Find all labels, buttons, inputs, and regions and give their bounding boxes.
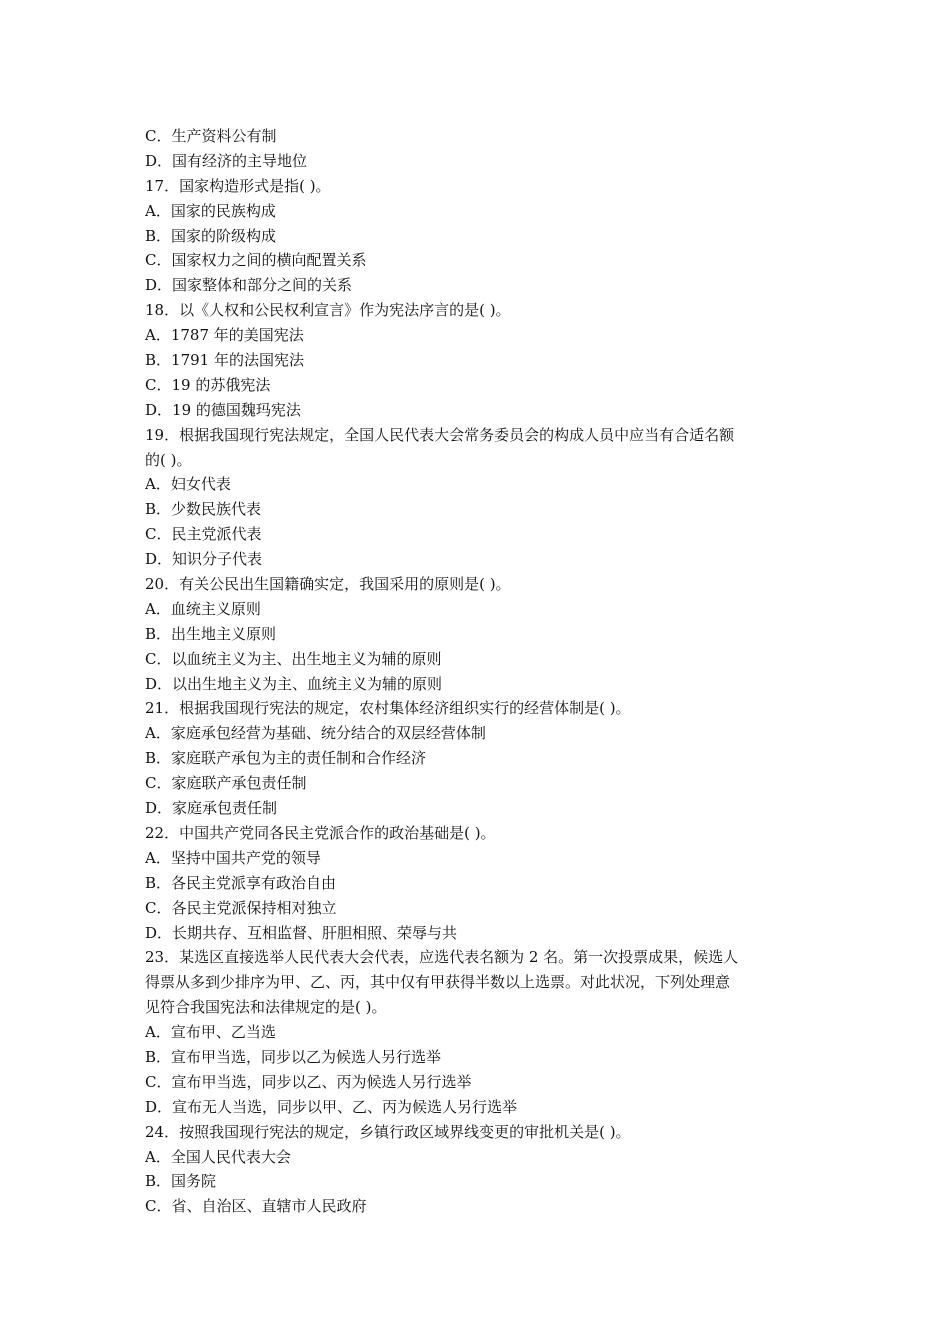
text-line: D．以出生地主义为主、血统主义为辅的原则 — [145, 674, 443, 693]
text-line: 23．某选区直接选举人民代表大会代表，应选代表名额为 2 名。第一次投票成果，候选人 — [145, 948, 739, 967]
text-line: D．宣布无人当选，同步以甲、乙、丙为候选人另行选举 — [145, 1097, 518, 1116]
text-line: A．1787 年的美国宪法 — [145, 326, 304, 345]
text-line: B．国务院 — [145, 1172, 217, 1191]
text-line: C．省、自治区、直辖市人民政府 — [145, 1197, 367, 1216]
text-line: 19．根据我国现行宪法规定，全国人民代表大会常务委员会的构成人员中应当有合适名额 — [145, 425, 735, 444]
text-line: 20．有关公民出生国籍确实定，我国采用的原则是( )。 — [145, 575, 511, 594]
text-line: B．少数民族代表 — [145, 500, 262, 519]
text-line: D．19 的德国魏玛宪法 — [145, 400, 301, 419]
text-line: C．以血统主义为主、出生地主义为辅的原则 — [145, 649, 442, 668]
text-line: C．各民主党派保持相对独立 — [145, 898, 337, 917]
text-line: A．全国人民代表大会 — [145, 1147, 291, 1166]
text-line: A．妇女代表 — [145, 475, 231, 494]
text-line: C．宣布甲当选，同步以乙、丙为候选人另行选举 — [145, 1072, 472, 1091]
text-line: D．长期共存、互相监督、肝胆相照、荣辱与共 — [145, 923, 458, 942]
text-line: B．各民主党派享有政治自由 — [145, 873, 337, 892]
text-line: 得票从多到少排序为甲、乙、丙，其中仅有甲获得半数以上选票。对此状况，下列处理意 — [145, 973, 731, 992]
text-line: D．家庭承包责任制 — [145, 799, 278, 818]
text-line: A．国家的民族构成 — [145, 201, 276, 220]
text-line: 的( )。 — [145, 450, 192, 469]
text-line: B．国家的阶级构成 — [145, 226, 277, 245]
text-line: 24．按照我国现行宪法的规定，乡镇行政区域界线变更的审批机关是( )。 — [145, 1122, 631, 1141]
text-line: 17．国家构造形式是指( )。 — [145, 176, 331, 195]
text-line: B．出生地主义原则 — [145, 624, 277, 643]
text-line: A．坚持中国共产党的领导 — [145, 848, 321, 867]
text-line: B．1791 年的法国宪法 — [145, 351, 304, 370]
text-line: D．知识分子代表 — [145, 550, 263, 569]
text-line: C．19 的苏俄宪法 — [145, 375, 271, 394]
text-line: D．国有经济的主导地位 — [145, 151, 308, 170]
text-line: A．宣布甲、乙当选 — [145, 1023, 276, 1042]
text-line: 21．根据我国现行宪法的规定，农村集体经济组织实行的经营体制是( )。 — [145, 699, 631, 718]
text-line: 22．中国共产党同各民主党派合作的政治基础是( )。 — [145, 823, 496, 842]
text-line: D．国家整体和部分之间的关系 — [145, 276, 353, 295]
text-line: C．民主党派代表 — [145, 525, 262, 544]
text-line: C．家庭联产承包责任制 — [145, 774, 307, 793]
text-line: 18．以《人权和公民权利宣言》作为宪法序言的是( )。 — [145, 301, 511, 320]
text-line: A．家庭承包经营为基础、统分结合的双层经营体制 — [145, 724, 486, 743]
text-line: C．国家权力之间的横向配置关系 — [145, 251, 367, 270]
text-line: 见符合我国宪法和法律规定的是( )。 — [145, 998, 387, 1017]
text-line: A．血统主义原则 — [145, 599, 261, 618]
text-line: C．生产资料公有制 — [145, 127, 277, 145]
text-line: B．家庭联产承包为主的责任制和合作经济 — [145, 749, 427, 768]
text-line: B．宣布甲当选，同步以乙为候选人另行选举 — [145, 1047, 442, 1066]
question-text-body — [145, 124, 810, 1219]
